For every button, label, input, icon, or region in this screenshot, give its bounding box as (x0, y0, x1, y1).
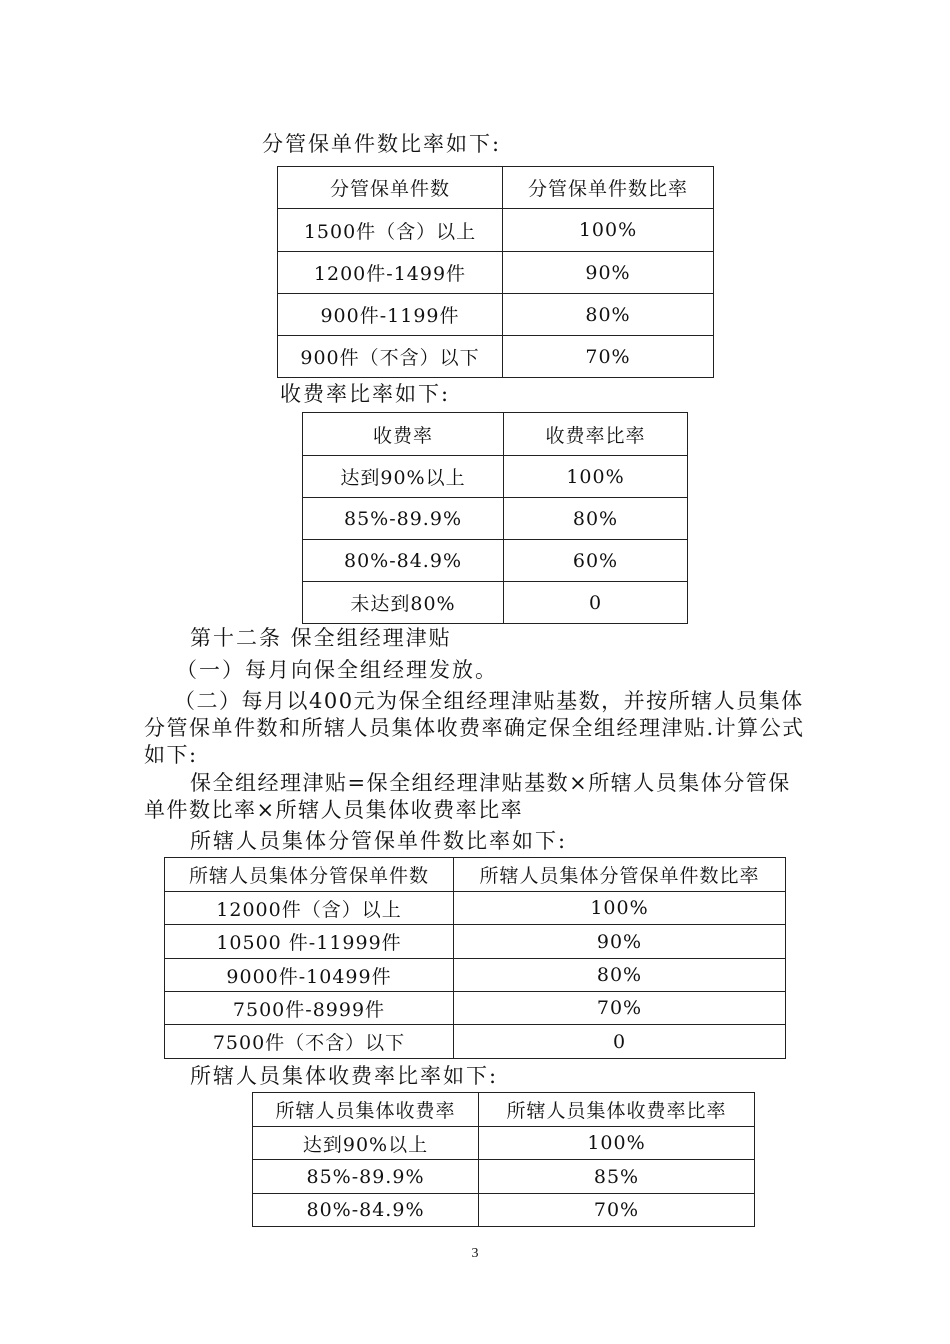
table-cell: 80% (504, 498, 688, 540)
table-cell: 10500 件-11999件 (165, 925, 454, 959)
table-cell: 80% (503, 294, 714, 336)
table-header: 所辖人员集体分管保单件数 (165, 858, 454, 892)
table-cell: 90% (503, 252, 714, 294)
table-cell: 0 (504, 582, 688, 624)
table-row (165, 959, 786, 992)
article-heading: 第十二条 保全组经理津贴 (190, 626, 452, 650)
table-row (165, 925, 786, 959)
article-item-2: （二）每月以400元为保全组经理津贴基数，并按所辖人员集体分管保单件数和所辖人员集体收费率确定保全组经理津贴.计算公式如下: (144, 689, 805, 767)
table-cell: 85%-89.9% (253, 1160, 479, 1194)
table-row (303, 540, 688, 582)
table-header: 所辖人员集体收费率 (253, 1093, 479, 1127)
article-item-1: （一）每月向保全组经理发放。 (176, 658, 498, 682)
table-header: 所辖人员集体收费率比率 (479, 1093, 755, 1127)
table-cell: 80%-84.9% (253, 1194, 479, 1227)
table-row (303, 498, 688, 540)
table-row (253, 1160, 755, 1194)
table-row (278, 336, 714, 378)
table-row (253, 1127, 755, 1160)
section-title-policy-count: 分管保单件数比率如下: (262, 132, 502, 156)
table-row (165, 1025, 786, 1059)
table-row (278, 209, 714, 252)
table-cell: 70% (454, 992, 786, 1025)
table-cell: 100% (503, 209, 714, 252)
section-title-collection-rate: 收费率比率如下: (280, 382, 451, 406)
table-header: 所辖人员集体分管保单件数比率 (454, 858, 786, 892)
table-cell: 70% (503, 336, 714, 378)
table-cell: 900件（不含）以下 (278, 336, 503, 378)
article-formula: 保全组经理津贴=保全组经理津贴基数×所辖人员集体分管保单件数比率×所辖人员集体收费率比率 (144, 771, 791, 822)
table-header: 分管保单件数比率 (503, 167, 714, 209)
table-row (165, 992, 786, 1025)
table-cell: 100% (454, 892, 786, 925)
table-cell: 9000件-10499件 (165, 959, 454, 992)
table-row (253, 1194, 755, 1227)
table-cell: 7500件（不含）以下 (165, 1025, 454, 1059)
team-collection-rate-table (252, 1092, 755, 1227)
table-cell: 7500件-8999件 (165, 992, 454, 1025)
policy-count-rate-table (277, 166, 714, 378)
table-row (278, 252, 714, 294)
table-cell: 100% (504, 456, 688, 498)
table-header: 收费率比率 (504, 413, 688, 456)
table-row (165, 892, 786, 925)
table-cell: 100% (479, 1127, 755, 1160)
table-cell: 900件-1199件 (278, 294, 503, 336)
section-title-team-policy-count: 所辖人员集体分管保单件数比率如下: (190, 829, 568, 853)
table-cell: 达到90%以上 (303, 456, 504, 498)
table-cell: 未达到80% (303, 582, 504, 624)
table-cell: 90% (454, 925, 786, 959)
section-title-team-collection-rate: 所辖人员集体收费率比率如下: (190, 1064, 499, 1088)
table-cell: 0 (454, 1025, 786, 1059)
table-cell: 达到90%以上 (253, 1127, 479, 1160)
table-header: 收费率 (303, 413, 504, 456)
table-cell: 60% (504, 540, 688, 582)
page-number: 3 (471, 1246, 479, 1261)
table-row (278, 294, 714, 336)
table-cell: 80%-84.9% (303, 540, 504, 582)
team-policy-count-rate-table (164, 857, 786, 1059)
table-row (303, 456, 688, 498)
table-cell: 85%-89.9% (303, 498, 504, 540)
table-cell: 85% (479, 1160, 755, 1194)
table-cell: 1200件-1499件 (278, 252, 503, 294)
table-cell: 70% (479, 1194, 755, 1227)
collection-rate-table (302, 412, 688, 624)
table-cell: 80% (454, 959, 786, 992)
table-row (303, 582, 688, 624)
table-cell: 12000件（含）以上 (165, 892, 454, 925)
table-cell: 1500件（含）以上 (278, 209, 503, 252)
table-header: 分管保单件数 (278, 167, 503, 209)
